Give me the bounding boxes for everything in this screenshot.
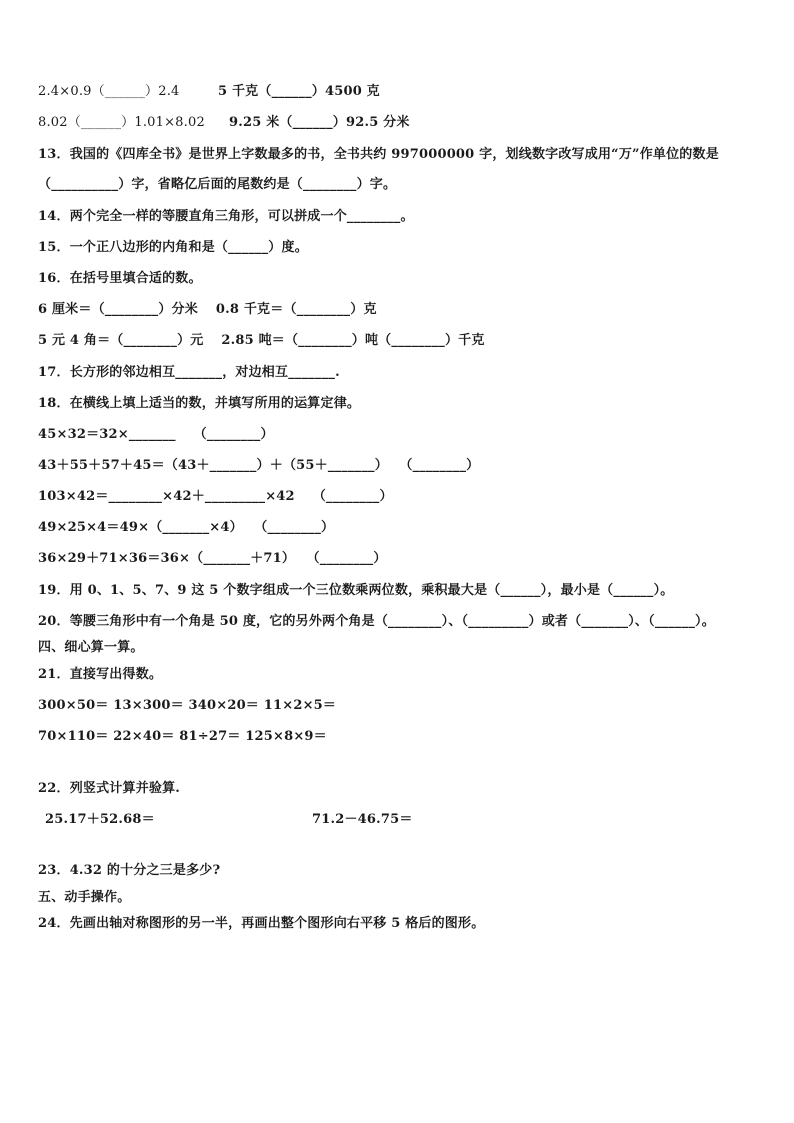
question-13-line-1: 13．我国的《四库全书》是世界上字数最多的书，全书共约 997000000 字，划线数字改写成用“万”作单位的数是 — [38, 147, 719, 162]
question-18-row-a: 45×32＝32×_______ （________） — [38, 427, 274, 442]
question-17: 17．长方形的邻边相互_______，对边相互_______. — [38, 365, 340, 380]
question-23: 23．4.32 的十分之三是多少? — [38, 863, 221, 878]
question-22: 22．列竖式计算并验算. — [38, 781, 181, 796]
question-16-row-b: 5 元 4 角＝（________）元 2.85 吨＝（________）吨（________）千克 — [38, 333, 485, 348]
question-22-a: 25.17＋52.68＝ — [45, 812, 155, 827]
compare-row-1a: 2.4×0.9（______）2.4 — [38, 84, 180, 99]
question-19: 19．用 0、1、5、7、9 这 5 个数字组成一个三位数乘两位数，乘积最大是（______），最小是（______）。 — [38, 583, 674, 598]
question-18-row-d: 49×25×4＝49×（_______×4） （________） — [38, 520, 335, 535]
section-5-heading: 五、动手操作。 — [38, 890, 131, 905]
question-13-line-2: （__________）字，省略亿后面的尾数约是（________）字。 — [38, 177, 397, 192]
compare-row-2a: 8.02（______）1.01×8.02 — [38, 115, 205, 130]
question-18: 18．在横线上填上适当的数，并填写所用的运算定律。 — [38, 396, 361, 411]
question-21: 21．直接写出得数。 — [38, 667, 163, 682]
question-15: 15．一个正八边形的内角和是（______）度。 — [38, 240, 308, 255]
question-16: 16．在括号里填合适的数。 — [38, 271, 202, 286]
question-21-row-b: 70×110＝ 22×40＝ 81÷27＝ 125×8×9＝ — [38, 729, 327, 744]
compare-row-1b: 5 千克（______）4500 克 — [218, 84, 380, 99]
compare-row-2b: 9.25 米（______）92.5 分米 — [229, 115, 410, 130]
question-20: 20．等腰三角形中有一个角是 50 度，它的另外两个角是（________）、（_________）或者（_______）、（______）。 — [38, 614, 715, 629]
question-18-row-e: 36×29＋71×36＝36×（_______＋71） （________） — [38, 551, 387, 566]
question-21-row-a: 300×50＝ 13×300＝ 340×20＝ 11×2×5＝ — [38, 698, 337, 713]
question-18-row-b: 43＋55＋57＋45＝（43＋_______）＋（55＋_______） （________） — [38, 458, 480, 473]
section-4-heading: 四、细心算一算。 — [38, 640, 144, 655]
question-16-row-a: 6 厘米＝（________）分米 0.8 千克＝（________）克 — [38, 302, 377, 317]
question-24: 24．先画出轴对称图形的另一半，再画出整个图形向右平移 5 格后的图形。 — [38, 916, 485, 931]
question-18-row-c: 103×42＝________×42＋_________×42 （________） — [38, 489, 393, 504]
question-22-b: 71.2－46.75＝ — [312, 812, 413, 827]
question-14: 14．两个完全一样的等腰直角三角形，可以拼成一个________。 — [38, 209, 414, 224]
